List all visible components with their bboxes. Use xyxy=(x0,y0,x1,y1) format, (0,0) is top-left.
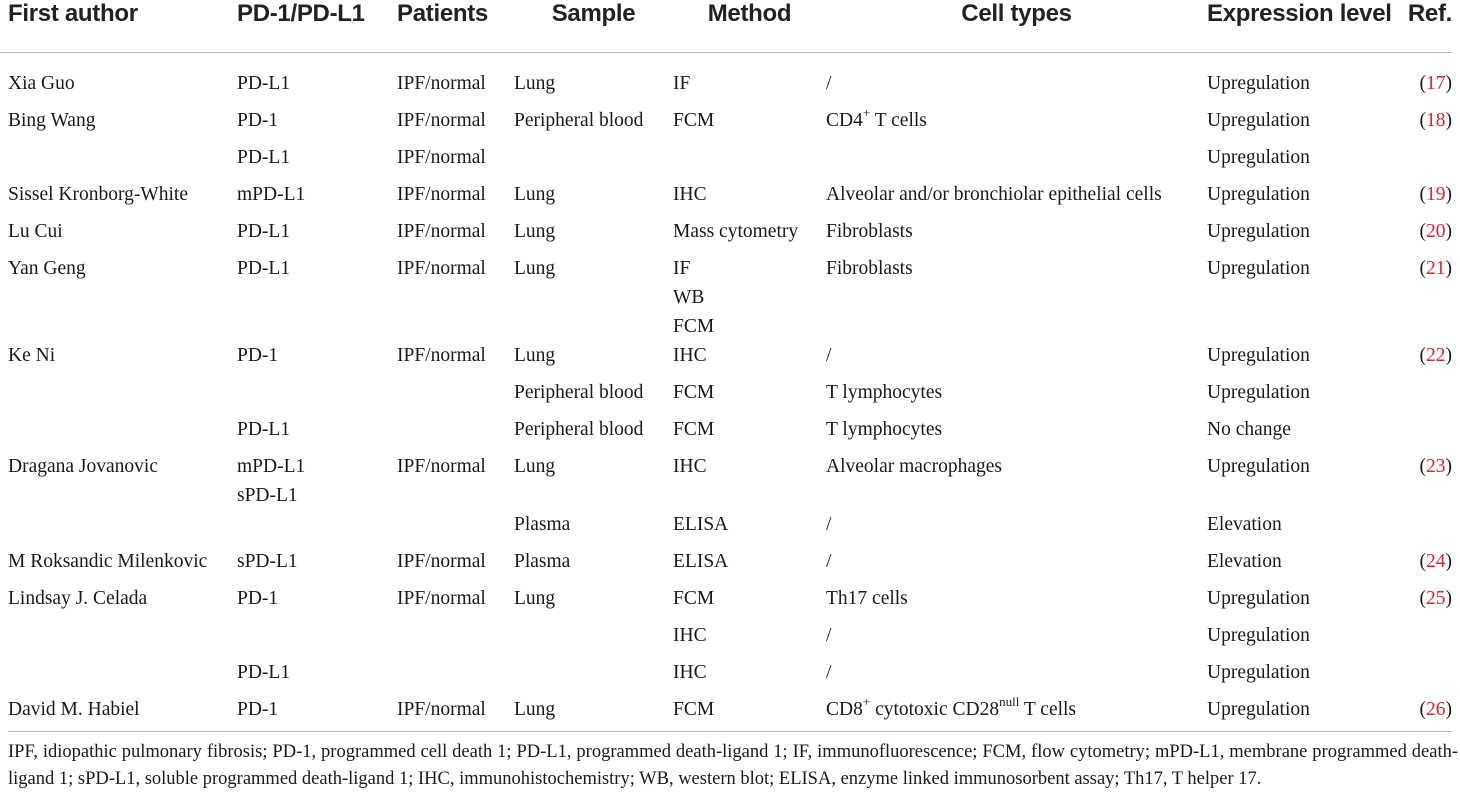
sample-value: Lung xyxy=(514,345,556,366)
sample-value: Lung xyxy=(514,588,556,609)
ref-paren: ) xyxy=(1445,456,1452,477)
method-value: IHC xyxy=(673,184,707,205)
cell-method xyxy=(673,415,826,452)
method-value: IF xyxy=(673,73,691,94)
table-body xyxy=(0,53,1452,733)
marker-value xyxy=(237,378,397,407)
cell-marker xyxy=(237,143,397,180)
cell-cell-types xyxy=(826,106,1207,143)
method-value: Mass cytometry xyxy=(673,221,799,242)
reference-link: 25 xyxy=(1426,588,1446,609)
cell-patients xyxy=(397,584,514,621)
cell-ref xyxy=(1407,106,1452,143)
cell-marker xyxy=(237,180,397,217)
cell-expression-level xyxy=(1207,217,1407,254)
author-name: David M. Habiel xyxy=(8,699,140,720)
marker-value: PD-L1 xyxy=(237,73,291,94)
cell-cell-types xyxy=(826,180,1207,217)
cell-sample xyxy=(514,143,673,180)
cell-expression-level xyxy=(1207,547,1407,584)
ref-paren: ( xyxy=(1419,184,1426,205)
reference-link: 19 xyxy=(1426,184,1446,205)
marker-value: PD-L1 xyxy=(237,662,291,683)
table-row xyxy=(0,106,1452,143)
ref-paren: ( xyxy=(1419,110,1426,131)
cell-sample xyxy=(514,695,673,732)
expression-value: Elevation xyxy=(1207,514,1282,535)
cell-expression-level xyxy=(1207,584,1407,621)
patients-value: IPF/normal xyxy=(397,588,486,609)
cell-type-superscript: + xyxy=(862,694,871,709)
sample-value: Peripheral blood xyxy=(514,110,644,131)
expression-value: Elevation xyxy=(1207,551,1282,572)
cell-ref xyxy=(1407,658,1452,695)
cell-expression-level xyxy=(1207,695,1407,732)
table-row xyxy=(0,658,1452,695)
cell-sample xyxy=(514,53,673,107)
cell-ref xyxy=(1407,341,1452,378)
cell-type-text: Alveolar macrophages xyxy=(826,456,1002,477)
cell-method xyxy=(673,53,826,107)
cell-method xyxy=(673,217,826,254)
table-row xyxy=(0,217,1452,254)
ref-paren: ) xyxy=(1445,184,1452,205)
expression-value: Upregulation xyxy=(1207,110,1310,131)
ref-paren: ( xyxy=(1419,258,1426,279)
cell-ref xyxy=(1407,547,1452,584)
reference-link: 24 xyxy=(1426,551,1446,572)
cell-cell-types xyxy=(826,658,1207,695)
author-name: M Roksandic Milenkovic xyxy=(8,551,208,572)
marker-value: sPD-L1 xyxy=(237,485,298,506)
marker-value: mPD-L1 xyxy=(237,456,306,477)
cell-type-superscript: null xyxy=(999,694,1020,709)
reference-link: 20 xyxy=(1426,221,1446,242)
cell-marker xyxy=(237,452,397,510)
expression-value: Upregulation xyxy=(1207,625,1310,646)
patients-value: IPF/normal xyxy=(397,73,486,94)
cell-type-superscript: + xyxy=(862,105,871,120)
cell-type-text: / xyxy=(826,73,832,94)
cell-cell-types xyxy=(826,452,1207,510)
cell-cell-types xyxy=(826,510,1207,547)
ref-paren: ) xyxy=(1445,551,1452,572)
cell-sample xyxy=(514,217,673,254)
marker-value: PD-1 xyxy=(237,699,279,720)
patients-value: IPF/normal xyxy=(397,110,486,131)
cell-method xyxy=(673,143,826,180)
cell-sample xyxy=(514,658,673,695)
patients-value: IPF/normal xyxy=(397,221,486,242)
ref-paren: ( xyxy=(1419,221,1426,242)
cell-ref xyxy=(1407,584,1452,621)
cell-sample xyxy=(514,180,673,217)
cell-ref xyxy=(1407,695,1452,732)
expression-value: Upregulation xyxy=(1207,258,1310,279)
author-name: Yan Geng xyxy=(8,258,86,279)
cell-type-text: T cells xyxy=(870,110,927,131)
patients-value: IPF/normal xyxy=(397,456,486,477)
method-value: ELISA xyxy=(673,514,729,535)
ref-paren: ( xyxy=(1419,699,1426,720)
cell-expression-level xyxy=(1207,180,1407,217)
table-row xyxy=(0,341,1452,378)
method-value: FCM xyxy=(673,588,715,609)
cell-marker xyxy=(237,254,397,341)
cell-marker xyxy=(237,341,397,378)
cell-first-author xyxy=(0,510,237,547)
patients-value: IPF/normal xyxy=(397,345,486,366)
expression-value: Upregulation xyxy=(1207,699,1310,720)
ref-paren: ( xyxy=(1419,345,1426,366)
marker-value: sPD-L1 xyxy=(237,551,298,572)
ref-paren: ) xyxy=(1445,588,1452,609)
cell-method xyxy=(673,452,826,510)
header-patients: Patients xyxy=(397,0,488,27)
cell-first-author xyxy=(0,415,237,452)
cell-first-author xyxy=(0,621,237,658)
cell-expression-level xyxy=(1207,452,1407,510)
method-value: FCM xyxy=(673,110,715,131)
reference-link: 17 xyxy=(1426,73,1446,94)
header-ref: Ref. xyxy=(1407,0,1452,27)
cell-method xyxy=(673,658,826,695)
expression-value: Upregulation xyxy=(1207,73,1310,94)
table-row xyxy=(0,415,1452,452)
cell-method xyxy=(673,621,826,658)
cell-method xyxy=(673,180,826,217)
cell-expression-level xyxy=(1207,415,1407,452)
method-value: ELISA xyxy=(673,551,729,572)
sample-value: Peripheral blood xyxy=(514,382,644,403)
cell-patients xyxy=(397,254,514,341)
reference-link: 23 xyxy=(1426,456,1446,477)
cell-method xyxy=(673,584,826,621)
cell-first-author xyxy=(0,180,237,217)
cell-sample xyxy=(514,452,673,510)
cell-cell-types xyxy=(826,695,1207,732)
table-row xyxy=(0,547,1452,584)
sample-value: Lung xyxy=(514,699,556,720)
cell-first-author xyxy=(0,143,237,180)
cell-type-text: Alveolar and/or bronchiolar epithelial cells xyxy=(826,184,1162,205)
marker-value xyxy=(237,621,397,650)
method-value: FCM xyxy=(673,699,715,720)
header-method: Method xyxy=(707,0,792,27)
marker-value: PD-1 xyxy=(237,588,279,609)
cell-sample xyxy=(514,341,673,378)
cell-cell-types xyxy=(826,621,1207,658)
cell-ref xyxy=(1407,254,1452,341)
cell-marker xyxy=(237,217,397,254)
cell-sample xyxy=(514,584,673,621)
header-first-author: First author xyxy=(8,0,138,27)
marker-value: PD-L1 xyxy=(237,419,291,440)
table-row xyxy=(0,452,1452,510)
cell-method xyxy=(673,547,826,584)
sample-value: Plasma xyxy=(514,551,571,572)
cell-expression-level xyxy=(1207,621,1407,658)
cell-cell-types xyxy=(826,341,1207,378)
cell-patients xyxy=(397,547,514,584)
cell-ref xyxy=(1407,53,1452,107)
cell-patients xyxy=(397,415,514,452)
expression-value: Upregulation xyxy=(1207,588,1310,609)
cell-type-text: / xyxy=(826,662,832,683)
sample-value: Lung xyxy=(514,184,556,205)
patients-value: IPF/normal xyxy=(397,551,486,572)
cell-type-text: / xyxy=(826,625,832,646)
cell-patients xyxy=(397,53,514,107)
expression-value: Upregulation xyxy=(1207,147,1310,168)
expression-value: Upregulation xyxy=(1207,221,1310,242)
cell-first-author xyxy=(0,106,237,143)
author-name: Lindsay J. Celada xyxy=(8,588,148,609)
reference-link: 22 xyxy=(1426,345,1446,366)
cell-patients xyxy=(397,106,514,143)
marker-value: PD-1 xyxy=(237,345,279,366)
cell-patients xyxy=(397,217,514,254)
cell-patients xyxy=(397,452,514,510)
cell-type-text: / xyxy=(826,514,832,535)
footer-divider xyxy=(8,731,1452,732)
cell-patients xyxy=(397,510,514,547)
cell-marker xyxy=(237,658,397,695)
cell-type-text: Fibroblasts xyxy=(826,221,913,242)
ref-paren: ) xyxy=(1445,110,1452,131)
table-row xyxy=(0,621,1452,658)
ref-paren: ( xyxy=(1419,456,1426,477)
ref-paren: ( xyxy=(1419,588,1426,609)
patients-value: IPF/normal xyxy=(397,699,486,720)
ref-paren: ) xyxy=(1445,699,1452,720)
cell-sample xyxy=(514,378,673,415)
reference-link: 18 xyxy=(1426,110,1446,131)
expression-value: Upregulation xyxy=(1207,345,1310,366)
ref-paren: ) xyxy=(1445,345,1452,366)
cell-first-author xyxy=(0,254,237,341)
header-pd1-pdl1: PD-1/PD-L1 xyxy=(237,0,365,27)
cell-cell-types xyxy=(826,254,1207,341)
table-footnote: IPF, idiopathic pulmonary fibrosis; PD-1, programmed cell death 1; PD-L1, programmed death-ligand 1; IF, immunofluorescence; FCM, flow cytometry; mPD-L1, membrane programmed death-ligand 1; sPD-L1, soluble programmed death-ligand 1; IHC, immunohistochemistry; WB, western blot; ELISA, enzyme linked immunosorbent assay; Th17, T helper 17. xyxy=(8,742,1458,789)
cell-first-author xyxy=(0,378,237,415)
reference-link: 26 xyxy=(1426,699,1446,720)
cell-ref xyxy=(1407,143,1452,180)
method-value: FCM xyxy=(673,419,715,440)
cell-type-text: CD4 xyxy=(826,110,863,131)
cell-method xyxy=(673,510,826,547)
cell-marker xyxy=(237,415,397,452)
cell-sample xyxy=(514,547,673,584)
author-name: Ke Ni xyxy=(8,345,56,366)
sample-value: Lung xyxy=(514,221,556,242)
table-row xyxy=(0,180,1452,217)
cell-expression-level xyxy=(1207,106,1407,143)
cell-ref xyxy=(1407,621,1452,658)
cell-sample xyxy=(514,415,673,452)
table-row xyxy=(0,584,1452,621)
cell-patients xyxy=(397,695,514,732)
cell-cell-types xyxy=(826,584,1207,621)
cell-type-text: T lymphocytes xyxy=(826,419,943,440)
cell-method xyxy=(673,695,826,732)
method-value xyxy=(673,143,826,172)
ref-paren: ( xyxy=(1419,73,1426,94)
method-value: IHC xyxy=(673,662,707,683)
cell-sample xyxy=(514,510,673,547)
cell-marker xyxy=(237,621,397,658)
cell-marker xyxy=(237,584,397,621)
ref-paren: ) xyxy=(1445,258,1452,279)
cell-cell-types xyxy=(826,217,1207,254)
cell-expression-level xyxy=(1207,143,1407,180)
cell-ref xyxy=(1407,415,1452,452)
cell-marker xyxy=(237,510,397,547)
ref-paren: ) xyxy=(1445,221,1452,242)
reference-link: 21 xyxy=(1426,258,1446,279)
cell-first-author xyxy=(0,452,237,510)
cell-first-author xyxy=(0,658,237,695)
cell-patients xyxy=(397,378,514,415)
cell-first-author xyxy=(0,217,237,254)
cell-ref xyxy=(1407,510,1452,547)
expression-value: Upregulation xyxy=(1207,382,1310,403)
marker-value: mPD-L1 xyxy=(237,184,306,205)
cell-marker xyxy=(237,547,397,584)
ref-paren: ( xyxy=(1419,551,1426,572)
patients-value: IPF/normal xyxy=(397,184,486,205)
cell-patients xyxy=(397,180,514,217)
cell-type-text: cytotoxic CD28 xyxy=(870,699,1000,720)
cell-sample xyxy=(514,106,673,143)
author-name: Sissel Kronborg-White xyxy=(8,184,188,205)
cell-cell-types xyxy=(826,547,1207,584)
table-row xyxy=(0,510,1452,547)
table-row xyxy=(0,378,1452,415)
sample-value: Lung xyxy=(514,258,556,279)
ref-paren: ) xyxy=(1445,73,1452,94)
author-name: Dragana Jovanovic xyxy=(8,456,158,477)
cell-ref xyxy=(1407,452,1452,510)
cell-type-text: T lymphocytes xyxy=(826,382,943,403)
author-name: Bing Wang xyxy=(8,110,96,131)
cell-first-author xyxy=(0,341,237,378)
cell-first-author xyxy=(0,584,237,621)
table-row xyxy=(0,53,1452,107)
cell-patients xyxy=(397,341,514,378)
table-row xyxy=(0,143,1452,180)
cell-method xyxy=(673,341,826,378)
cell-type-text: CD8 xyxy=(826,699,863,720)
cell-expression-level xyxy=(1207,658,1407,695)
cell-cell-types xyxy=(826,415,1207,452)
cell-patients xyxy=(397,658,514,695)
cell-marker xyxy=(237,695,397,732)
cell-type-text: T cells xyxy=(1019,699,1077,720)
cell-type-text: / xyxy=(826,551,832,572)
cell-type-text: / xyxy=(826,345,832,366)
cell-sample xyxy=(514,621,673,658)
cell-expression-level xyxy=(1207,510,1407,547)
cell-type-text: Fibroblasts xyxy=(826,258,913,279)
marker-value: PD-1 xyxy=(237,110,279,131)
cell-expression-level xyxy=(1207,53,1407,107)
cell-expression-level xyxy=(1207,378,1407,415)
patients-value: IPF/normal xyxy=(397,147,486,168)
cell-patients xyxy=(397,143,514,180)
author-name: Xia Guo xyxy=(8,73,75,94)
method-value: FCM xyxy=(673,382,715,403)
cell-ref xyxy=(1407,378,1452,415)
method-value: IF xyxy=(673,258,691,279)
header-cell-types: Cell types xyxy=(961,0,1072,27)
cell-method xyxy=(673,378,826,415)
cell-method xyxy=(673,106,826,143)
marker-value xyxy=(237,510,397,539)
expression-value: Upregulation xyxy=(1207,456,1310,477)
author-name: Lu Cui xyxy=(8,221,63,242)
cell-patients xyxy=(397,621,514,658)
cell-cell-types xyxy=(826,143,1207,180)
method-value: IHC xyxy=(673,345,707,366)
cell-sample xyxy=(514,254,673,341)
cell-first-author xyxy=(0,53,237,107)
sample-value: Lung xyxy=(514,456,556,477)
cell-marker xyxy=(237,53,397,107)
cell-type-text: Th17 cells xyxy=(826,588,908,609)
method-value: FCM xyxy=(673,316,715,337)
cell-ref xyxy=(1407,180,1452,217)
cell-cell-types xyxy=(826,378,1207,415)
cell-marker xyxy=(237,378,397,415)
cell-marker xyxy=(237,106,397,143)
cell-first-author xyxy=(0,695,237,732)
method-value: WB xyxy=(673,287,705,308)
cell-expression-level xyxy=(1207,254,1407,341)
sample-value: Lung xyxy=(514,73,556,94)
method-value: IHC xyxy=(673,625,707,646)
cell-ref xyxy=(1407,217,1452,254)
expression-value: Upregulation xyxy=(1207,184,1310,205)
table-row xyxy=(0,254,1452,341)
expression-value: No change xyxy=(1207,419,1291,440)
sample-value: Peripheral blood xyxy=(514,419,644,440)
sample-value: Plasma xyxy=(514,514,571,535)
method-value: IHC xyxy=(673,456,707,477)
patients-value: IPF/normal xyxy=(397,258,486,279)
cell-cell-types xyxy=(826,53,1207,107)
expression-value: Upregulation xyxy=(1207,662,1310,683)
header-sample: Sample xyxy=(551,0,636,27)
cell-first-author xyxy=(0,547,237,584)
table-header-row xyxy=(0,0,1452,53)
cell-method xyxy=(673,254,826,341)
header-expression-level: Expression level xyxy=(1207,0,1392,27)
cell-expression-level xyxy=(1207,341,1407,378)
table-row xyxy=(0,695,1452,732)
marker-value: PD-L1 xyxy=(237,258,291,279)
marker-value: PD-L1 xyxy=(237,221,291,242)
marker-value: PD-L1 xyxy=(237,147,291,168)
